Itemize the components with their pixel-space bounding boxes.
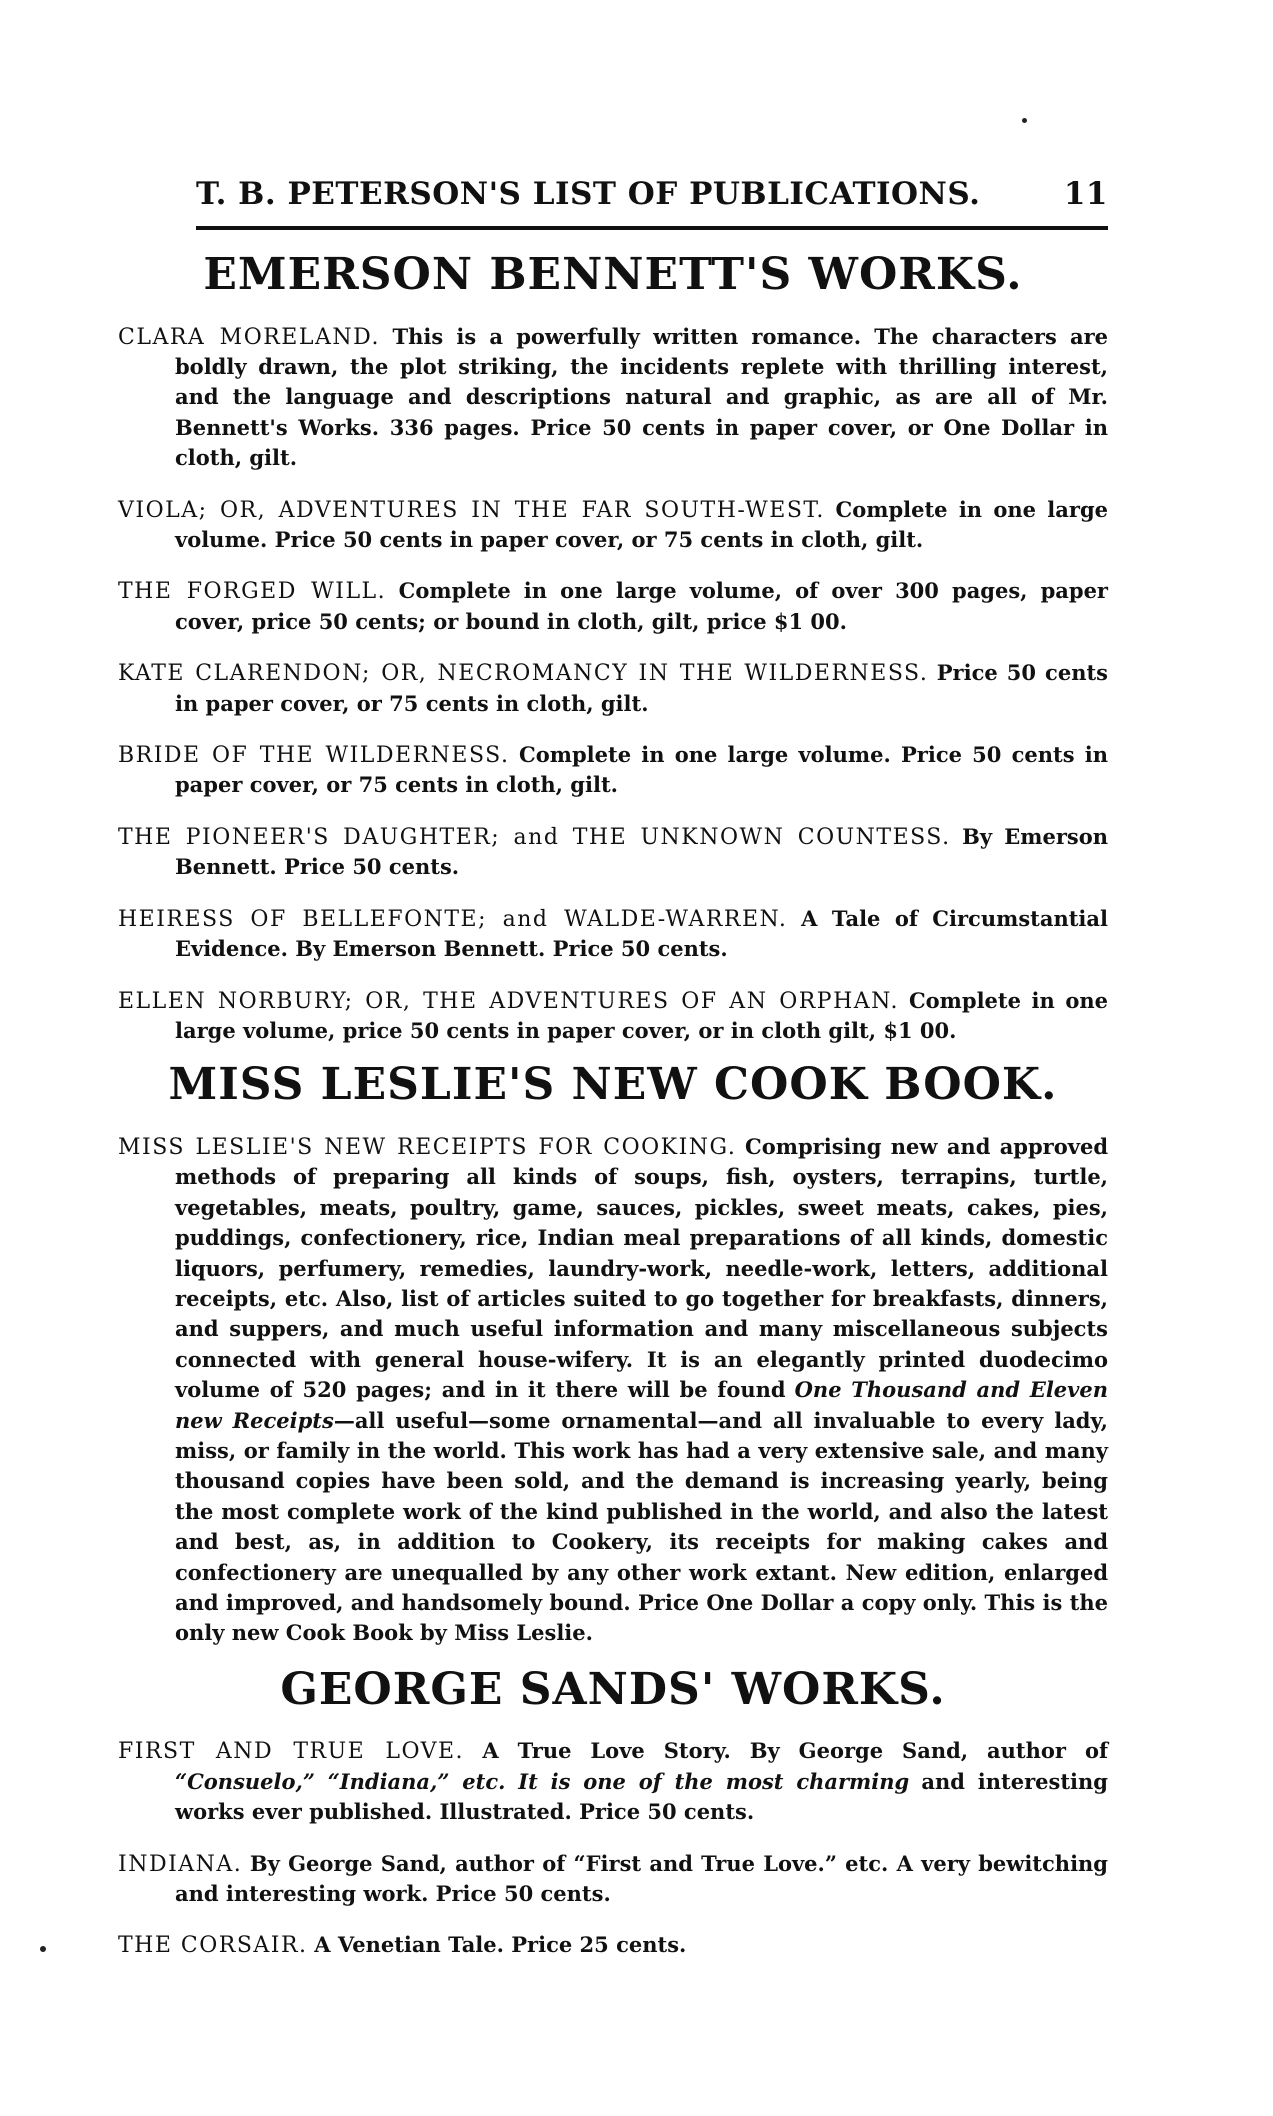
book-description: Comprising new and approved methods of preparing all kinds of soups, fish, oysters, terrapins, turtle, vegetables, meats, poultry, game, sauces, pickles, sweet meats, cakes, pies, puddings, confectionery, rice, Indian meal preparations of all kinds, domestic liquors, perfumery, remedies, laundry-work, needle-work, letters, additional receipts, etc. Also, list of articles suited to go together for breakfasts, dinners, and suppers, and much useful information and many miscellaneous subjects connected with general house-wifery. It is an elegantly printed duodecimo volume of 520 pages; and in it there will be found — [175, 1133, 1108, 1403]
book-description: By Emerson Bennett. Price 50 cents. — [175, 823, 1108, 880]
list-item — [118, 1930, 1108, 1960]
book-description: Complete in one large volume, price 50 cents in paper cover, or in cloth gilt, $1 00. — [175, 987, 1108, 1043]
book-title: THE FORGED WILL. — [118, 579, 387, 605]
book-title: THE PIONEER'S DAUGHTER; and THE UNKNOWN COUNTESS. — [118, 824, 951, 850]
book-title: INDIANA. — [118, 1851, 243, 1877]
section-heading: GEORGE SANDS' WORKS. — [280, 1663, 946, 1715]
book-title: CLARA MORELAND. — [118, 324, 380, 350]
book-description: Complete in one large volume, of over 300 pages, paper cover, price 50 cents; or bound in cloth, gilt, price $1 00. — [175, 578, 1108, 634]
list-item — [118, 1736, 1108, 1827]
running-header — [196, 176, 1108, 212]
section-heading: EMERSON BENNETT'S WORKS. — [203, 249, 1023, 300]
book-description: This is a powerfully written romance. The characters are boldly drawn, the plot striking, the incidents replete with thrilling interest, and the language and descriptions natural and graphic, as are all of Mr. Bennett's Works. 336 pages. Price 50 cents in paper cover, or One Dollar in cloth, gilt. — [175, 323, 1109, 471]
book-description: A Tale of Circumstantial Evidence. By Emerson Bennett. Price 50 cents. — [175, 905, 1108, 962]
book-description: Price 50 cents in paper cover, or 75 cents in cloth, gilt. — [175, 660, 1108, 716]
book-title: BRIDE OF THE WILDERNESS. — [118, 743, 510, 769]
list-item — [118, 1132, 1108, 1649]
book-title: ELLEN NORBURY; OR, THE ADVENTURES OF AN ORPHAN. — [118, 988, 900, 1014]
list-item — [118, 658, 1108, 719]
book-title: MISS LESLIE'S NEW RECEIPTS FOR COOKING. — [118, 1134, 737, 1160]
book-title: FIRST AND TRUE LOVE. — [118, 1739, 465, 1765]
book-description: —all useful—some ornamental—and all invaluable to every lady, miss, or family in the world. This work has had a very extensive sale, and many thousand copies have been sold, and the demand is increasing yearly, being the most complete work of the kind published in the world, and also the latest and best, as, in addition to Cookery, its receipts for making cakes and confectionery are unequalled by any other work extant. New edition, enlarged and improved, and handsomely bound. Price One Dollar a copy only. This is the only new Cook Book by Miss Leslie. — [175, 1407, 1108, 1646]
book-description-italic: One Thousand and Eleven new Receipts — [175, 1377, 1108, 1433]
book-description-italic: “Consuelo,” “Indiana,” etc. It is one of the most charming — [175, 1768, 910, 1794]
list-item — [118, 1849, 1108, 1910]
book-description: and interesting works ever published. Illustrated. Price 50 cents. — [175, 1768, 1108, 1825]
list-item — [118, 740, 1108, 801]
book-description: A Venetian Tale. Price 25 cents. — [314, 1932, 687, 1958]
list-item — [118, 576, 1108, 637]
header-rule — [196, 226, 1108, 230]
page-content — [118, 250, 1108, 1969]
book-description: By George Sand, author of “First and True Love.” etc. A very bewitching and interesting work. Price 50 cents. — [175, 1850, 1108, 1907]
book-title: HEIRESS OF BELLEFONTE; and WALDE-WARREN. — [118, 906, 788, 932]
list-item — [118, 904, 1108, 965]
book-title: VIOLA; OR, ADVENTURES IN THE FAR SOUTH-WEST. — [118, 497, 825, 523]
book-description: Complete in one large volume. Price 50 cents in paper cover, or 75 cents in cloth, gilt. — [175, 742, 1108, 798]
book-description: A True Love Story. By George Sand, author of — [482, 1738, 1108, 1764]
list-item — [118, 822, 1108, 883]
page-number: 11 — [1063, 176, 1108, 212]
book-description: Complete in one large volume. Price 50 cents in paper cover, or 75 cents in cloth, gilt. — [175, 496, 1108, 553]
book-title: KATE CLARENDON; OR, NECROMANCY IN THE WILDERNESS. — [118, 661, 929, 687]
running-title: T. B. PETERSON'S LIST OF PUBLICATIONS. — [196, 176, 981, 212]
list-item — [118, 986, 1108, 1047]
section-heading: MISS LESLIE'S NEW COOK BOOK. — [168, 1059, 1058, 1111]
book-title: THE CORSAIR. — [118, 1933, 308, 1959]
stray-mark — [40, 1946, 46, 1952]
list-item — [118, 495, 1108, 556]
stray-mark — [1022, 118, 1027, 123]
list-item — [118, 322, 1108, 474]
